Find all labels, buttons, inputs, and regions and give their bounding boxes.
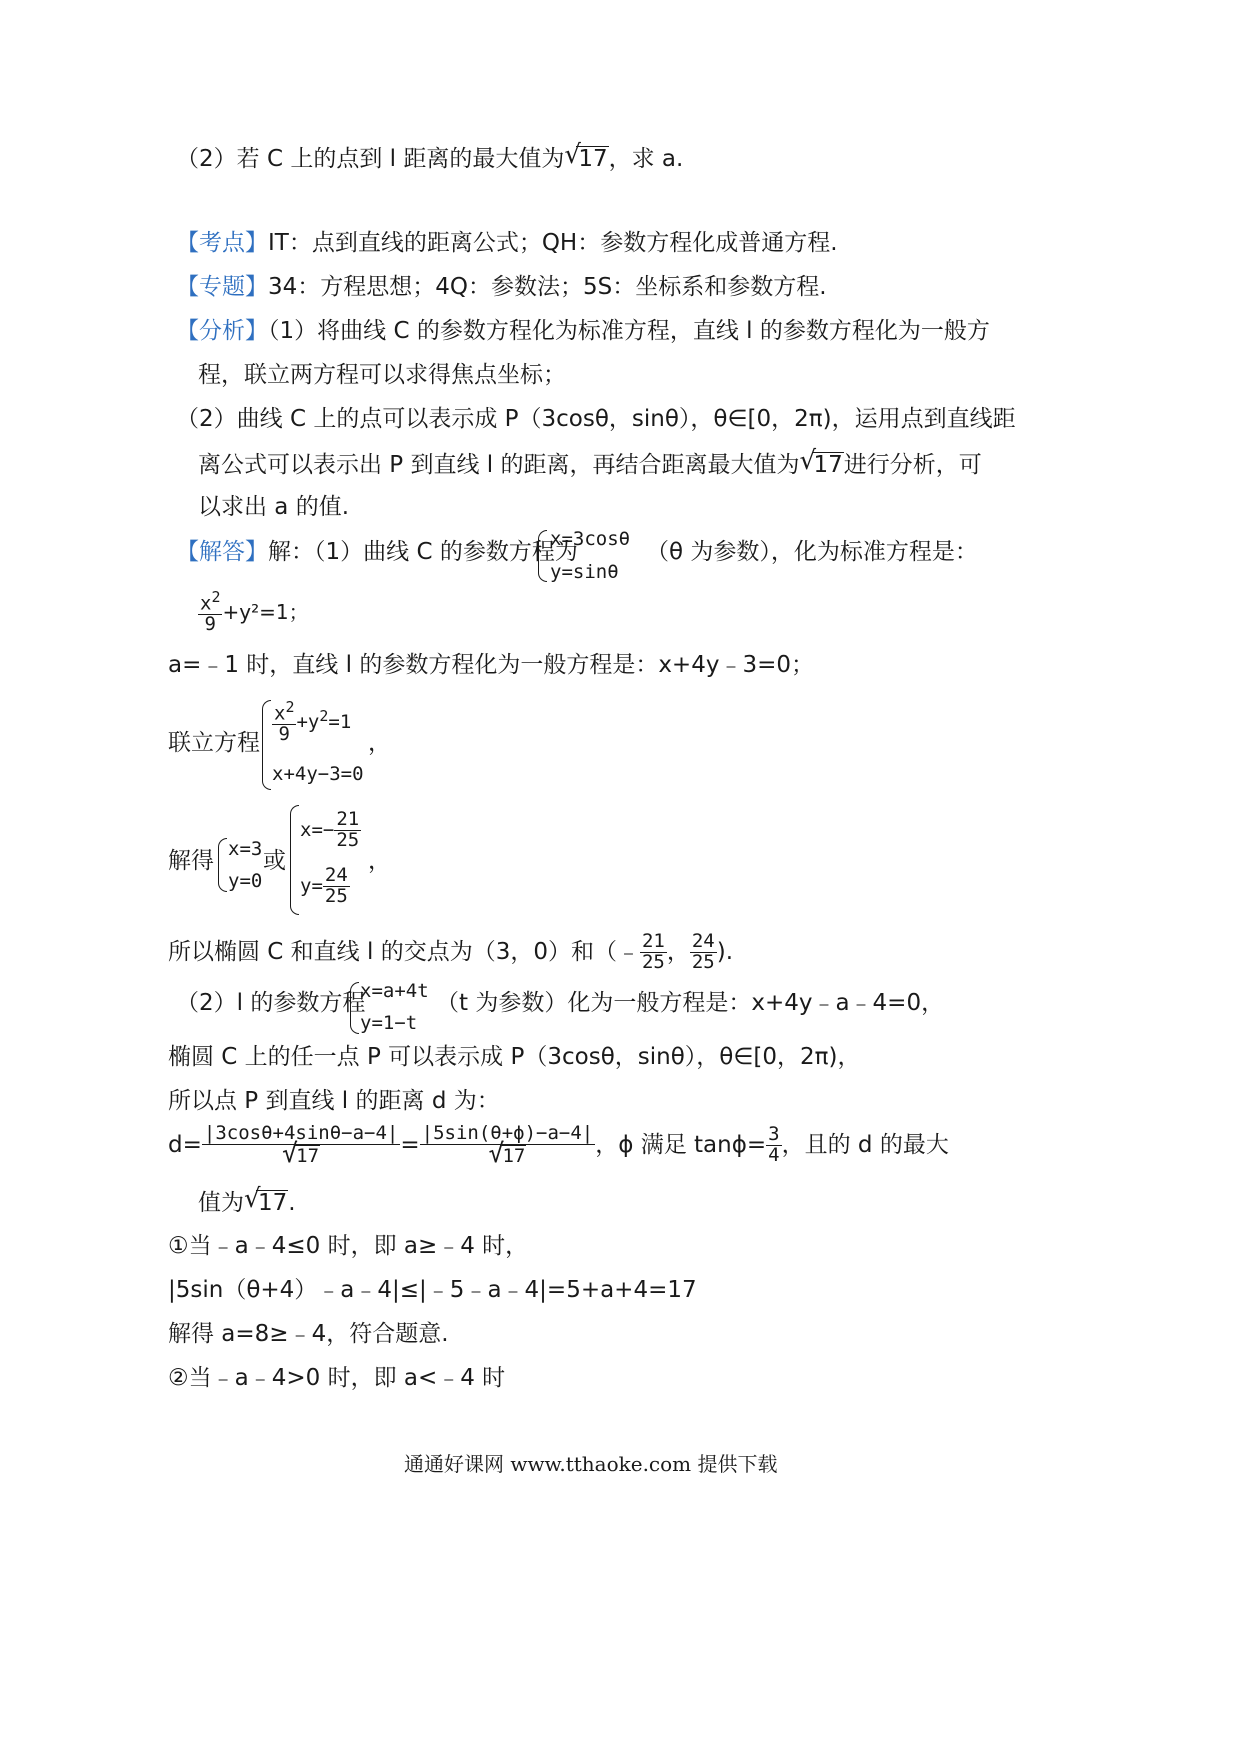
- part2-general: （t 为参数）化为一般方程是：x+4y﹣a﹣4=0，: [436, 990, 945, 1016]
- distance-formula: d= |3cosθ+4sinθ−a−4| √ 17 = |5sin(θ+ϕ)−a−4| √ 17 ，ϕ 满足 tanϕ= $\frac{3}{4}$ ，且的 d 的最大: [168, 1122, 949, 1169]
- kaodian-tag: 【考点】: [176, 230, 268, 256]
- std-equation: $\frac{x^2}{9}$ +y²=1；: [200, 588, 309, 636]
- sys3-bottom: y=1−t: [360, 1012, 418, 1034]
- brace-4: [290, 805, 299, 915]
- jiede-label: 解得: [168, 848, 214, 874]
- jieda-tag: 【解答】: [176, 539, 268, 565]
- sys1-top: x=3cosθ: [550, 528, 631, 550]
- page-footer: 通通好课网 www.tthaoke.com 提供下载: [404, 1452, 778, 1476]
- kaodian-line: 【考点】IT：点到直线的距离公式；QH：参数方程化成普通方程.: [176, 230, 838, 256]
- fenxi-line-3: （2）曲线 C 上的点可以表示成 P（3cosθ，sinθ），θ∈[0，2π)，运用点到直线距: [176, 406, 1016, 432]
- question-2: （2）若 C 上的点到 l 距离的最大值为 √ 17，求 a.: [176, 140, 684, 172]
- ellipse-point-line: 椭圆 C 上的任一点 P 可以表示成 P（3cosθ，sinθ），θ∈[0，2π)，: [168, 1044, 861, 1070]
- d-frac-1: |3cosθ+4sinθ−a−4| √ 17: [203, 1122, 399, 1169]
- line-a: a=﹣1 时，直线 l 的参数方程化为一般方程是：x+4y﹣3=0；: [168, 652, 814, 678]
- jiaodian-line: 所以椭圆 C 和直线 l 的交点为（3，0）和（﹣ $\frac{21}{25}$ ， $\frac{24}{25}$ ).: [168, 930, 734, 973]
- sys3-top: x=a+4t: [360, 980, 429, 1002]
- sys2-bottom: x+4y−3=0: [272, 763, 364, 785]
- brace-2: [262, 700, 271, 790]
- tan-frac: $\frac{3}{4}$: [768, 1123, 780, 1166]
- huo: 或: [263, 848, 286, 874]
- part2-intro: （2）l 的参数方程: [176, 990, 366, 1016]
- brace-1: [538, 530, 547, 582]
- brace-3: [218, 838, 227, 892]
- std-frac: $\frac{x^2}{9}$: [200, 588, 221, 636]
- fenxi-line-2: 程，联立两方程可以求得焦点坐标；: [198, 362, 566, 388]
- sqrt-17: √ 17: [244, 1184, 288, 1216]
- d-frac-2: |5sin(θ+ϕ)−a−4| √ 17: [421, 1122, 594, 1169]
- jieda-intro: 【解答】解：（1）曲线 C 的参数方程为: [176, 539, 578, 565]
- sys2-top: $\frac{x^2}{9}$ $+y^2=1$: [274, 698, 352, 746]
- sol2-y: y= $\frac{24}{25}$: [300, 864, 348, 907]
- zhuanti-line: 【专题】34：方程思想；4Q：参数法；5S：坐标系和参数方程.: [176, 274, 827, 300]
- sol2-comma: ，: [368, 848, 391, 874]
- lianli-label: 联立方程: [168, 730, 260, 756]
- sys2-comma: ，: [368, 730, 391, 756]
- sol2-x: x=− $\frac{21}{25}$: [300, 808, 360, 851]
- zhuanti-tag: 【专题】: [176, 274, 268, 300]
- case-1: ①当﹣a﹣4≤0 时，即 a≥﹣4 时，: [168, 1233, 529, 1259]
- fenxi-tag: 【分析】: [176, 318, 268, 344]
- case-1-inequality: |5sin（θ+4）﹣a﹣4|≤|﹣5﹣a﹣4|=5+a+4=17: [168, 1277, 697, 1303]
- max-value-line: 值为 √ 17.: [198, 1184, 296, 1216]
- fenxi-line-4: 离公式可以表示出 P 到直线 l 的距离，再结合距离最大值为 √ 17进行分析，可: [198, 446, 982, 478]
- fenxi-line-5: 以求出 a 的值.: [198, 494, 350, 520]
- case-1-solution: 解得 a=8≥﹣4，符合题意.: [168, 1321, 449, 1347]
- brace-5: [350, 982, 359, 1034]
- jieda-after-1: （θ 为参数），化为标准方程是：: [646, 539, 978, 565]
- case-2: ②当﹣a﹣4>0 时，即 a<﹣4 时: [168, 1365, 506, 1391]
- sqrt-17: √ 17: [564, 140, 608, 172]
- sys1-bottom: y=sinθ: [550, 561, 619, 583]
- sqrt-17: √ 17: [799, 446, 843, 478]
- sol1-top: x=3: [228, 838, 263, 860]
- sol1-bottom: y=0: [228, 870, 263, 892]
- distance-intro: 所以点 P 到直线 l 的距离 d 为：: [168, 1088, 500, 1114]
- fenxi-line-1: 【分析】（1）将曲线 C 的参数方程化为标准方程，直线 l 的参数方程化为一般方: [176, 318, 990, 344]
